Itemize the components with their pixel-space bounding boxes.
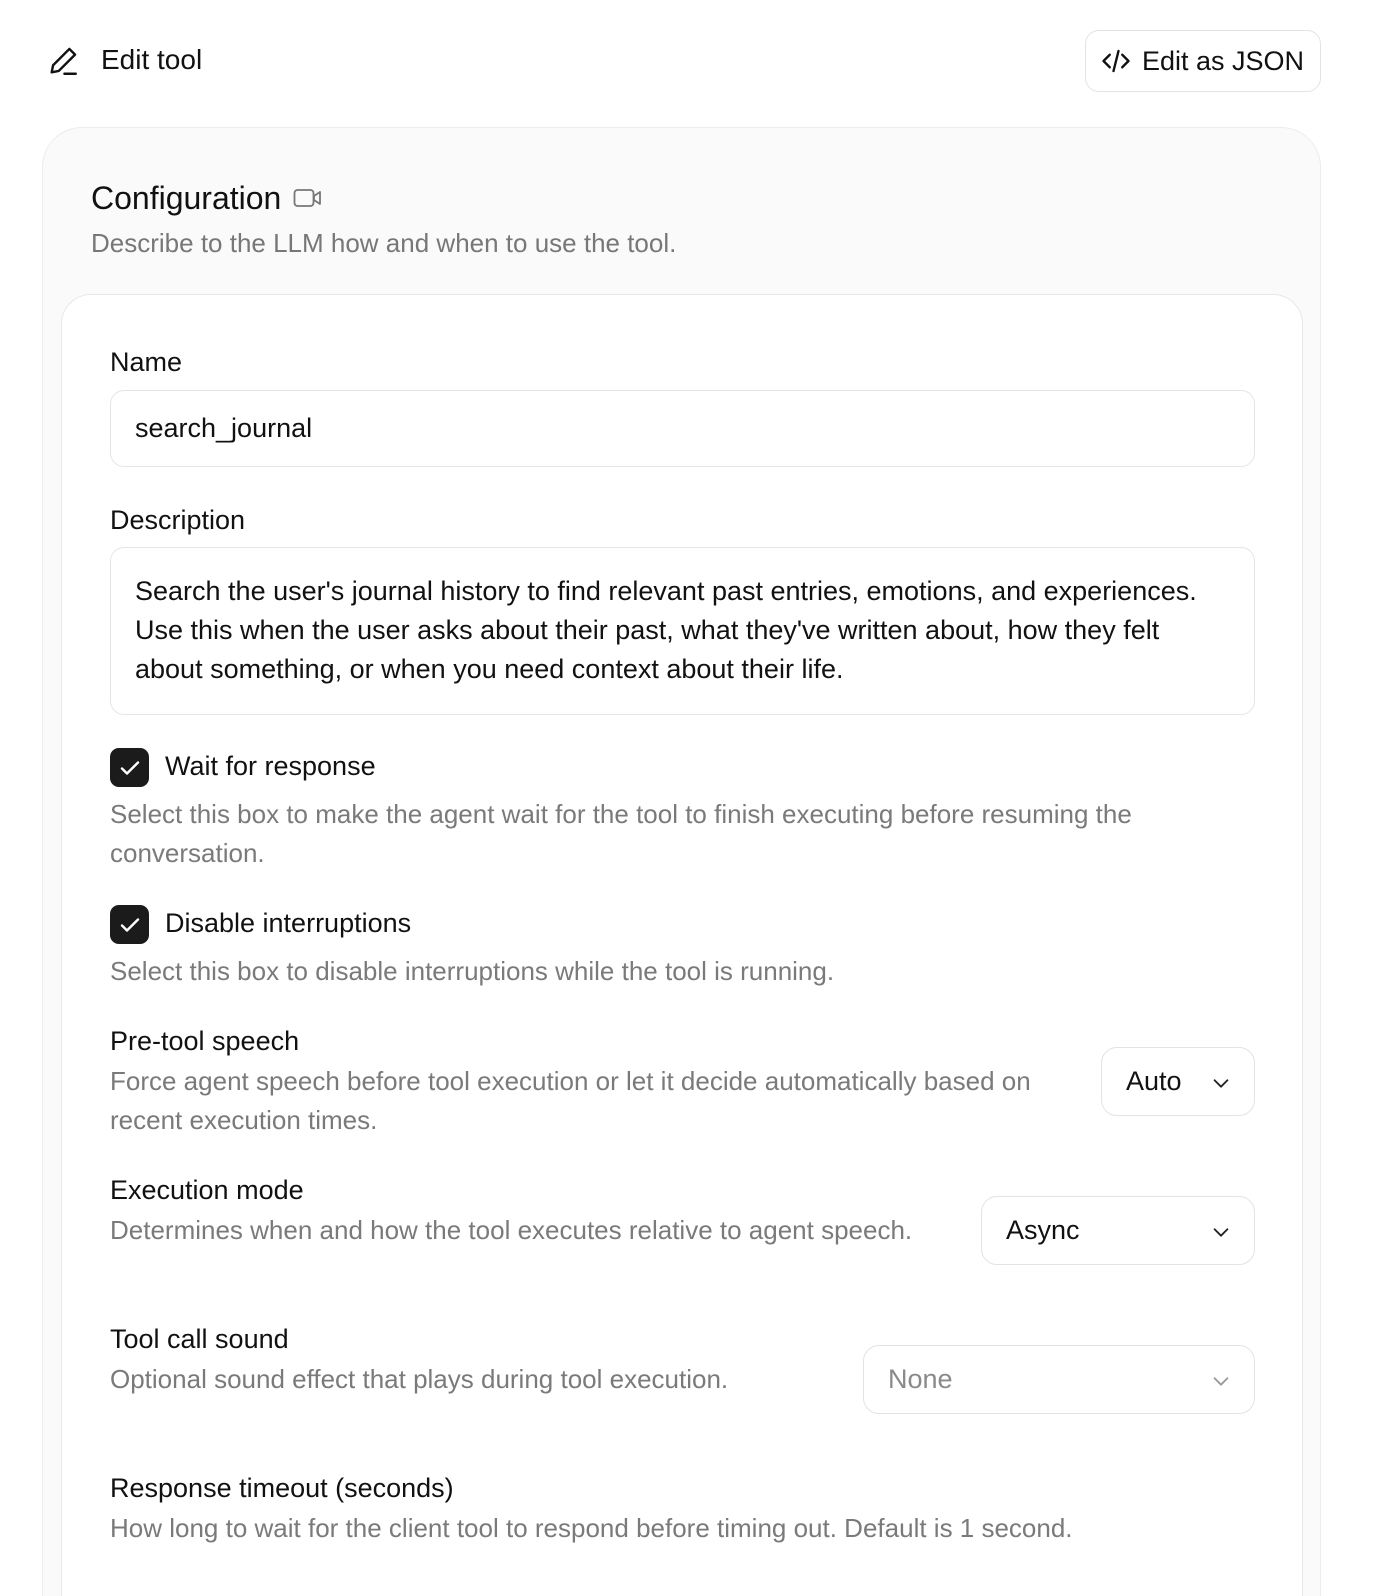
configuration-form (61, 294, 1303, 1596)
tool-call-sound-label: Tool call sound (110, 1324, 289, 1354)
edit-as-json-label: Edit as JSON (1142, 45, 1305, 76)
tool-call-sound-select[interactable] (863, 1345, 1255, 1414)
page-title: Edit tool (101, 44, 203, 75)
wait-for-response-help: Select this box to make the agent wait for the tool to finish executing before resuming the conversation. (110, 799, 1132, 868)
wait-for-response-label: Wait for response (165, 751, 376, 781)
configuration-heading (91, 180, 323, 217)
execution-mode-help: Determines when and how the tool executes relative to agent speech. (110, 1215, 913, 1245)
check-icon (118, 756, 142, 780)
execution-mode-label: Execution mode (110, 1175, 304, 1205)
name-input[interactable]: search_journal (110, 390, 1255, 467)
pre-tool-speech-help: Force agent speech before tool execution or let it decide automatically based on recent execution times. (110, 1066, 1031, 1135)
name-label: Name (110, 347, 183, 377)
video-icon (293, 180, 323, 217)
chevron-down-icon (1210, 1221, 1232, 1243)
chevron-down-icon (1210, 1370, 1232, 1392)
wait-for-response-checkbox[interactable] (110, 748, 149, 787)
execution-mode-select[interactable] (981, 1196, 1255, 1265)
edit-as-json-button[interactable] (1085, 30, 1321, 92)
disable-interruptions-checkbox[interactable] (110, 905, 149, 944)
chevron-down-icon (1210, 1072, 1232, 1094)
code-icon (1100, 45, 1132, 77)
description-textarea[interactable]: Search the user's journal history to find relevant past entries, emotions, and experiences. Use this when the user asks about their past, what they've written about, how they felt about something, or when you need context about their life. (110, 547, 1255, 715)
configuration-title: Configuration (91, 180, 282, 216)
page-header (0, 0, 1378, 126)
execution-mode-value: Async (1006, 1215, 1080, 1245)
pre-tool-speech-select[interactable] (1101, 1047, 1255, 1116)
pencil-icon (46, 44, 80, 78)
response-timeout-label: Response timeout (seconds) (110, 1473, 454, 1503)
description-label: Description (110, 505, 246, 535)
pre-tool-speech-value: Auto (1126, 1066, 1182, 1096)
check-icon (118, 913, 142, 937)
disable-interruptions-help: Select this box to disable interruptions while the tool is running. (110, 956, 835, 986)
tool-call-sound-help: Optional sound effect that plays during tool execution. (110, 1364, 729, 1394)
response-timeout-help: How long to wait for the client tool to respond before timing out. Default is 1 second. (110, 1513, 1073, 1543)
pre-tool-speech-label: Pre-tool speech (110, 1026, 300, 1056)
configuration-subtitle: Describe to the LLM how and when to use the tool. (91, 228, 677, 258)
disable-interruptions-label: Disable interruptions (165, 908, 412, 938)
tool-call-sound-value: None (888, 1364, 953, 1394)
configuration-panel (42, 127, 1321, 1596)
